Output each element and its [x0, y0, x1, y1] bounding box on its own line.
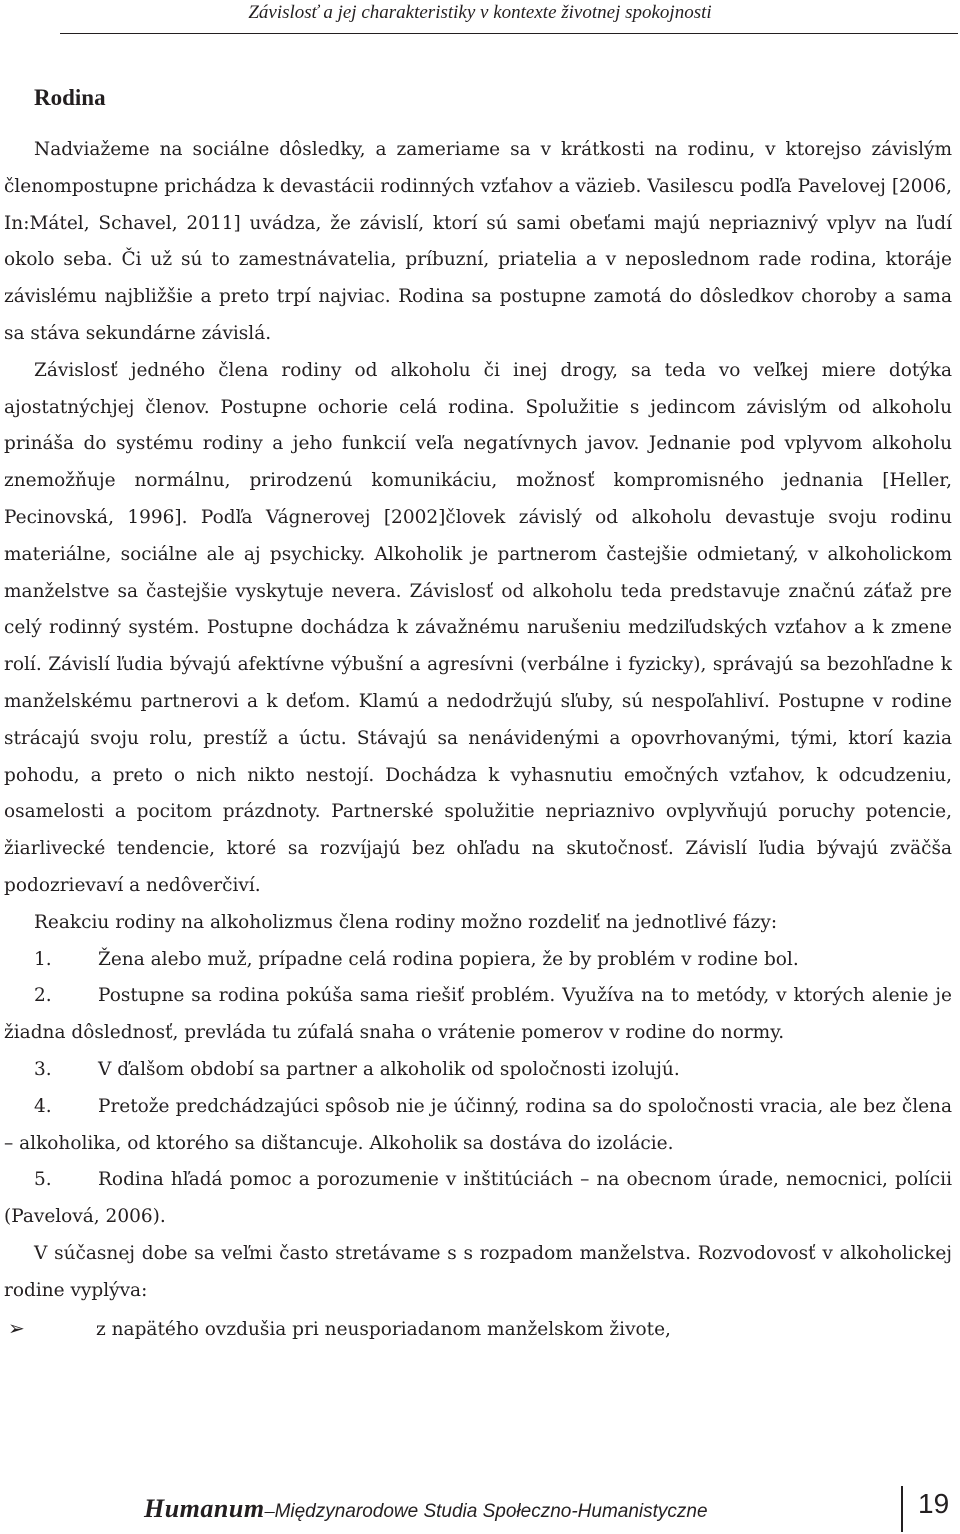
page-number: 19 [918, 1488, 950, 1519]
phase-text: Rodina hľadá pomoc a porozumenie v inštitúciách – na obecnom úrade, nemocnici, polícii (Pavelová, 2006). [4, 1169, 952, 1228]
body-text [4, 132, 952, 1348]
phase-text: Žena alebo muž, prípadne celá rodina popiera, že by problém v rodine bol. [98, 948, 799, 970]
phase-text: Postupne sa rodina pokúša sama riešiť problém. Využíva na to metódy, v ktorých alenie je žiadna dôslednosť, prevláda tu zúfalá snaha o vrátenie pomerov v rodine do normy. [4, 985, 952, 1044]
phase-item [4, 1162, 952, 1236]
bullet-item [4, 1310, 952, 1349]
phase-number: 1. [34, 948, 52, 970]
header-divider [60, 33, 958, 34]
running-header: Závislosť a jej charakteristiky v kontexte životnej spokojnosti [248, 2, 712, 23]
phase-item [4, 1052, 952, 1089]
arrow-bullet-icon: ➢ [8, 1315, 25, 1340]
phase-number: 4. [34, 1095, 52, 1117]
phase-text: Pretože predchádzajúci spôsob nie je účinný, rodina sa do spoločnosti vracia, ale bez člena – alkoholika, od ktorého sa dištancuje. Alkoholik sa dostáva do izolácie. [4, 1095, 952, 1154]
phase-item [4, 1089, 952, 1163]
phase-item [4, 978, 952, 1052]
phase-item [4, 942, 952, 979]
journal-brand [144, 1494, 708, 1524]
journal-logo: Humanum [144, 1494, 265, 1523]
paragraph: V súčasnej dobe sa veľmi často stretávame s s rozpadom manželstva. Rozvodovosť v alkoholickej rodine vyplýva: [4, 1242, 952, 1301]
journal-name: Międzynarodowe Studia Społeczno-Humanistyczne [274, 1501, 708, 1522]
phase-text: V ďalšom období sa partner a alkoholik od spoločnosti izolujú. [98, 1058, 680, 1080]
section-title: Rodina [34, 85, 106, 110]
paragraph: Reakciu rodiny na alkoholizmus člena rodiny možno rozdeliť na jednotlivé fázy: [34, 911, 778, 933]
paragraph: Závislosť jedného člena rodiny od alkoholu či inej drogy, sa teda vo veľkej miere dotýka ajostatnýchjej členov. Postupne ochorie celá rodina. Spolužitie s jedincom závislým od alkoholu prináša do systému rodiny a jeho funkcií veľa negatívnych javov. Jednanie pod vplyvom alkoholu znemožňuje normálnu, prirodzenú komunikáciu, možnosť kompromisného jednania [Heller, Pecinovská, 1996]. Podľa Vágnerovej [2002]človek závislý od alkoholu devastuje svoju rodinu materiálne, sociálne ale aj psychicky. Alkoholik je partnerom častejšie odmietaný, v alkoholickom manželstve sa častejšie vyskytuje nevera. Závislosť od alkoholu teda predstavuje značnú záťaž pre celý rodinný systém. Postupne dochádza k závažnému narušeniu medziľudských vzťahov a k zmene rolí. Závislí ľudia bývajú afektívne výbušní a agresívni (verbálne i fyzicky), správajú sa bezohľadne k manželskému partnerovi a k deťom. Klamú a nedodržujú sľuby, sú nespoľahliví. Postupne v rodine strácajú svoju rolu, prestíž a úctu. Stávajú sa nenávidenými a opovrhovanými, tými, ktorí kazia pohodu, a preto o nich nikto nestojí. Dochádza k vyhasnutiu emočných vzťahov, k odcudzeniu, osamelosti a pocitom prázdnoty. Partnerské spolužitie nepriaznivo ovplyvňujú poruchy potencie, žiarlivecké tendencie, ktoré sa rozvíjajú bez ohľadu na skutočnosť. Závislí ľudia bývajú zväčša podozrievaví a nedôverčiví. [4, 359, 952, 896]
footer-dash: – [264, 1500, 275, 1522]
footer-divider [901, 1486, 903, 1532]
phase-number: 2. [34, 985, 52, 1007]
page-footer [144, 1484, 960, 1534]
phase-number: 3. [34, 1058, 52, 1080]
paragraph: Nadviažeme na sociálne dôsledky, a zameriame sa v krátkosti na rodinu, v ktorejso závislým členompostupne prichádza k devastácii rodinných vzťahov a väzieb. Vasilescu podľa Pavelovej [2006, In:Mátel, Schavel, 2011] uvádza, že závislí, ktorí sú sami obeťami majú nepriaznivý vplyv na ľudí okolo seba. Či už sú to zamestnávatelia, príbuzní, priatelia a v neposlednom rade rodina, ktoráje závislému najbližšie a preto trpí najviac. Rodina sa postupne zamotá do dôsledkov choroby a sama sa stáva sekundárne závislá. [4, 139, 952, 344]
bullet-text: z napätého ovzdušia pri neusporiadanom manželskom živote, [96, 1318, 671, 1340]
phase-number: 5. [34, 1169, 52, 1191]
